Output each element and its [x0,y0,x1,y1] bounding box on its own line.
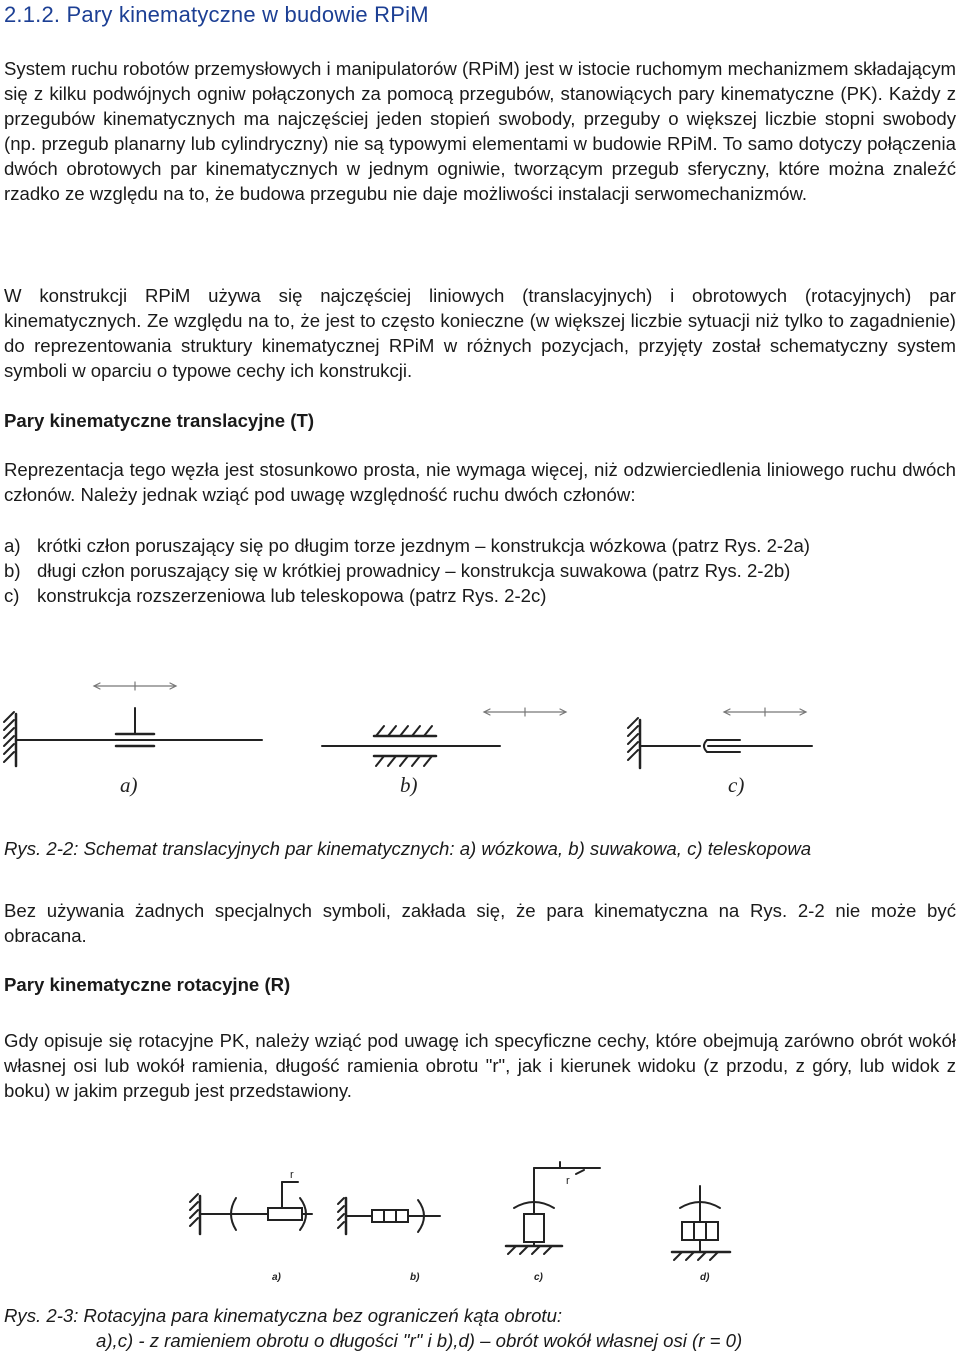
list-item [4,583,956,608]
figure-label-d: d) [700,1272,710,1283]
diagram-rotation-own-axis-side [672,1186,730,1260]
diagram-slider [322,708,566,766]
paragraph-translational: Reprezentacja tego węzła jest stosunkowo prosta, nie wymaga więcej, niż odzwierciedlenia liniowego ruchu dwóch członów. Należy jednak wziąć pod uwagę względność ruchu dwóch członów: [4,459,956,505]
list-item [4,533,956,558]
list-marker: b) [4,560,21,581]
diagram-rotation-arm-front [190,1169,312,1234]
diagram-carriage [4,682,262,766]
list-marker: c) [4,585,20,606]
figure-label-b: b) [410,1272,420,1283]
diagram-rotation-arm-top [506,1162,600,1254]
figure-rotational-pairs [0,1158,960,1288]
list-item [4,558,956,583]
paragraph-intro: System ruchu robotów przemysłowych i manipulatorów (RPiM) jest w istocie ruchomym mechanizmem składającym się z kilku podwójnych ogniw połączonych za pomocą przegubów, stanowiących pary kinematyczne (PK). Każdy z przegubów kinematycznych ma najczęściej jeden stopień swobody, przeguby o większej liczbie stopni swobody (np. przegub planarny lub cylindryczny) nie są typowymi elementami w budowie RPiM. To samo dotyczy połączenia dwóch obrotowych par kinematycznych w jednym ogniwie, tworzącym przegub sferyczny, które można znaleźć rzadko ze względu na to, że budowa przegubu nie daje możliwości instalacji serwomechanizmów. [4,58,956,204]
paragraph-rotational: Gdy opisuje się rotacyjne PK, należy wziąć pod uwagę ich specyficzne cechy, które obejmują zarówno obrót wokół własnej osi lub wokół ramienia, długość ramienia obrotu "r", jak i kierunek widoku (z przodu, z góry, lub widok z boku) w jakim przegub jest przedstawiony. [4,1030,956,1101]
diagram-rotation-own-axis-front [338,1198,440,1234]
diagram-telescopic [628,708,812,768]
figure-label-b: b) [400,773,418,797]
arm-length-label-a: r [290,1169,294,1181]
caption-line-2: a),c) - z ramieniem obrotu o długości "r" i b),d) – obrót wokół własnej osi (r = 0) [96,1330,743,1351]
figure-caption-2-3 [4,1303,742,1353]
list-text: krótki człon poruszający się po długim torze jezdnym – konstrukcja wózkowa (patrz Rys. 2-2a) [37,535,810,556]
figure-label-c: c) [728,773,745,797]
list-text: konstrukcja rozszerzeniowa lub teleskopowa (patrz Rys. 2-2c) [37,585,547,606]
subheading-translational: Pary kinematyczne translacyjne (T) [4,410,315,431]
section-heading: 2.1.2. Pary kinematyczne w budowie RPiM [4,2,429,27]
paragraph-pair-types: W konstrukcji RPiM używa się najczęściej liniowych (translacyjnych) i obrotowych (rotacyjnych) par kinematycznych. Ze względu na to, że jest to często konieczne (w większej liczbie sytuacji niż tylko to zagadnienie) do reprezentowania struktury kinematycznej RPiM w różnych pozycjach, przyjęty został schematyczny system symboli w oparciu o typowe cechy ich konstrukcji. [4,285,956,381]
figure-caption-2-2: Rys. 2-2: Schemat translacyjnych par kinematycznych: a) wózkowa, b) suwakowa, c) teleskopowa [4,838,812,859]
translational-list [4,533,956,608]
figure-translational-pairs [0,670,960,810]
caption-line-1: Rys. 2-3: Rotacyjna para kinematyczna bez ograniczeń kąta obrotu: [4,1305,563,1326]
paragraph-no-symbols: Bez używania żadnych specjalnych symboli, zakłada się, że para kinematyczna na Rys. 2-2 nie może być obracana. [4,900,956,946]
list-text: długi człon poruszający się w krótkiej prowadnicy – konstrukcja suwakowa (patrz Rys. 2-2b) [37,560,791,581]
figure-label-c: c) [534,1272,543,1283]
figure-label-a: a) [120,773,138,797]
subheading-rotational: Pary kinematyczne rotacyjne (R) [4,974,291,995]
arm-length-label-c: r [566,1175,570,1187]
list-marker: a) [4,535,21,556]
figure-label-a: a) [272,1272,281,1283]
